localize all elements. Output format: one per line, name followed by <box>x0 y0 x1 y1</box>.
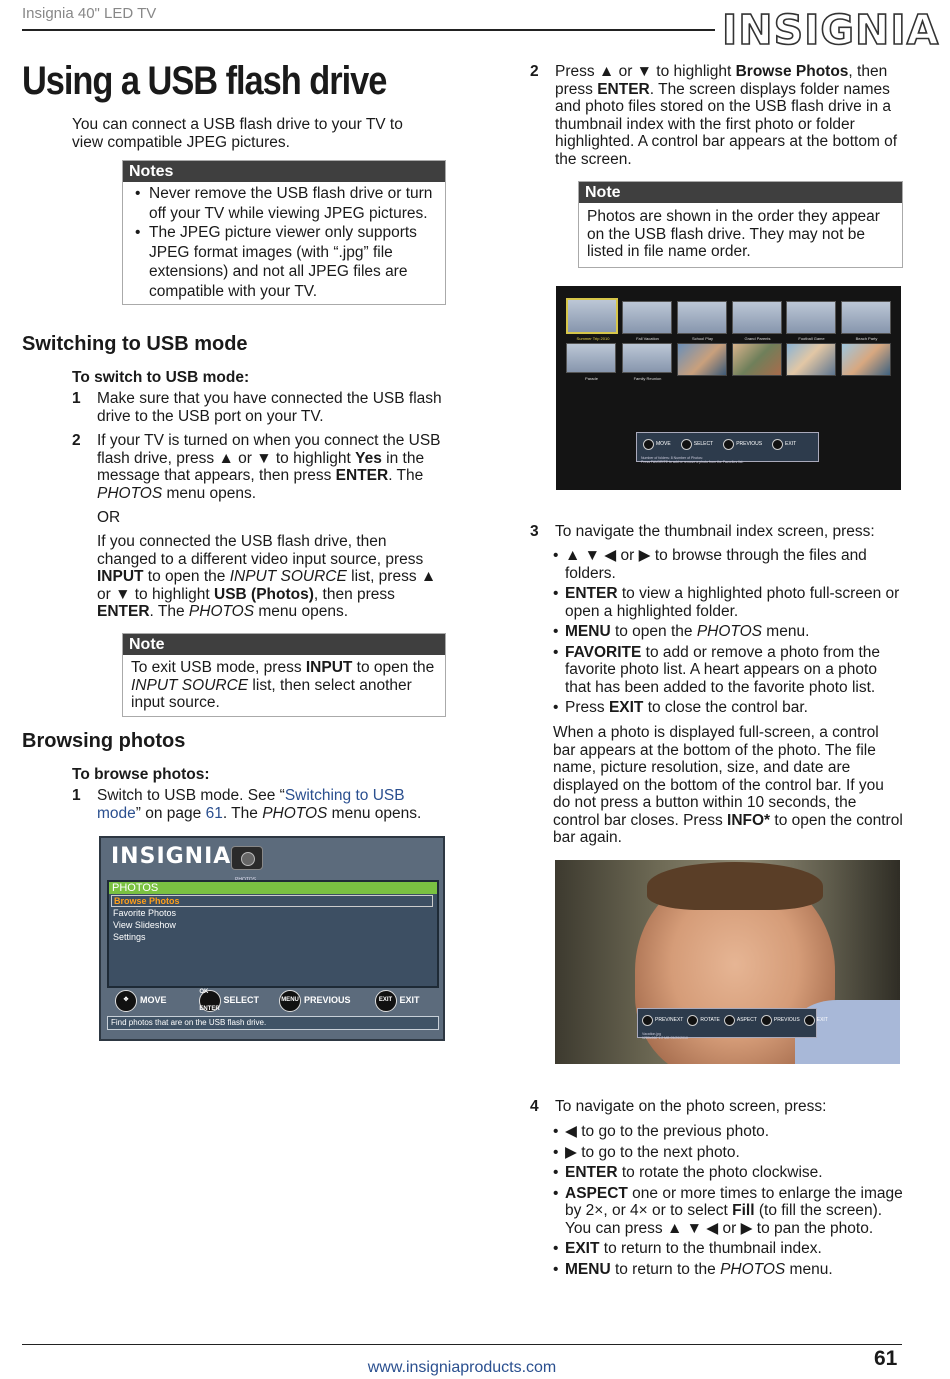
thumbnail-index-screenshot <box>556 286 901 490</box>
mini-select: SELECT <box>681 436 713 454</box>
step-2-switch: 2 If your TV is turned on when you connect the USB flash drive, press ▲ or ▼ to highlight Yes in the message that appears, then press ENTER. The PHOTOS menu opens. <box>72 432 441 502</box>
menu-hint: Find photos that are on the USB flash drive. <box>107 1016 439 1030</box>
step-4: 4 To navigate on the photo screen, press: <box>530 1098 827 1115</box>
folder-thumbnail[interactable] <box>566 343 616 373</box>
bullet-item: • ENTER to rotate the photo clockwise. <box>553 1164 823 1181</box>
aspect-button-icon <box>724 1015 735 1026</box>
menu-panel <box>107 880 439 988</box>
notes-heading: Notes <box>123 161 445 182</box>
note-box-order <box>578 181 903 268</box>
bullet-item: • FAVORITE to add or remove a photo from the favorite photo list. A heart appears on a photo that has been added to the favorite photo list. <box>553 643 881 696</box>
procedure-heading-switch: To switch to USB mode: <box>72 369 250 386</box>
step-2-browse: 2 Press ▲ or ▼ to highlight Browse Photos, then press ENTER. The screen displays folder names and photo files stored on the USB flash drive in a thumbnail index with the first photo or folder highlighted. A control bar appears at the bottom of the screen. <box>530 63 898 168</box>
running-head: Insignia 40" LED TV <box>22 5 157 22</box>
exit-button-icon <box>804 1015 815 1026</box>
folder-thumbnail[interactable] <box>786 301 836 334</box>
photo-filename: Vacation.jpg <box>642 1031 662 1036</box>
ok-enter-icon <box>687 1015 698 1026</box>
folder-thumbnail[interactable] <box>566 298 618 334</box>
step-3-bullets <box>553 547 903 720</box>
section-heading-switching: Switching to USB mode <box>22 333 248 355</box>
thumb-caption: Fall Vacation <box>636 336 659 341</box>
step-4-bullets <box>553 1123 903 1281</box>
folder-thumbnail[interactable] <box>841 301 891 334</box>
step-1-browse: 1 Switch to USB mode. See “Switching to USB mode” on page 61. The PHOTOS menu opens. <box>72 787 422 822</box>
dpad-icon <box>643 439 654 450</box>
note-item: • The JPEG picture viewer only supports JPEG format images (with “.jpg” file extensions) and not all JPEG files are compatible with your TV. <box>135 224 417 300</box>
select-control: OK ENTER SELECT <box>199 988 260 1012</box>
mini-move: MOVE <box>643 436 671 454</box>
note-heading: Note <box>123 634 445 655</box>
step-3: 3 To navigate the thumbnail index screen, press: <box>530 523 875 540</box>
footer-url[interactable]: www.insigniaproducts.com <box>367 1359 557 1376</box>
ok-enter-icon: OK ENTER <box>199 988 220 1012</box>
photo-thumbnail[interactable] <box>732 343 782 376</box>
thumb-caption: Family Reunion <box>633 376 662 381</box>
camera-icon <box>231 846 263 870</box>
photo-thumbnail[interactable] <box>841 343 891 376</box>
thumb-caption: Grand Parents <box>744 336 771 341</box>
mini-previous: PREVIOUS <box>723 436 762 454</box>
bullet-item: • ▲ ▼ ◀ or ▶ to browse through the files and folders. <box>553 547 867 582</box>
header-rule <box>22 29 715 31</box>
bar-info-2: Press FAVORITE to add or remove a photo from the Favorites list. <box>641 460 744 464</box>
thumb-caption: Summer Trip 2010 <box>576 336 610 341</box>
menu-item-view-slideshow[interactable]: View Slideshow <box>113 920 176 930</box>
mini-rotate: ROTATE <box>687 1012 720 1030</box>
bullet-item: • EXIT to return to the thumbnail index. <box>553 1240 822 1257</box>
step-1-switch: 1 Make sure that you have connected the USB flash drive to the USB port on your TV. <box>72 390 442 425</box>
section-heading-browsing: Browsing photos <box>22 730 186 752</box>
thumb-control-bar <box>636 432 819 462</box>
or-text: OR <box>97 509 121 526</box>
hair-photo <box>647 862 823 910</box>
page-title: Using a USB flash drive <box>22 59 387 103</box>
procedure-heading-browse: To browse photos: <box>72 766 210 783</box>
photo-details: 1280x960 1.2 MB 05/20/2010 <box>642 1036 688 1040</box>
folder-thumbnail[interactable] <box>732 301 782 334</box>
notes-box <box>122 160 446 305</box>
thumb-caption: Football Game <box>798 336 825 341</box>
photo-control-bar <box>637 1008 828 1040</box>
bar-info-1: Number of folders: 8 Number of Photos: <box>641 455 703 460</box>
menu-button-icon <box>761 1015 772 1026</box>
menu-button-icon <box>723 439 734 450</box>
photos-menu-screenshot <box>99 836 445 1041</box>
intro-paragraph: You can connect a USB flash drive to your TV to view compatible JPEG pictures. <box>72 116 403 151</box>
menu-item-settings[interactable]: Settings <box>113 932 146 942</box>
note-heading: Note <box>579 182 902 203</box>
previous-control: MENU PREVIOUS <box>279 990 351 1012</box>
link-page-61[interactable]: 61 <box>205 804 223 822</box>
bullet-item: • ENTER to view a highlighted photo full-screen or open a highlighted folder. <box>553 585 900 620</box>
dpad-icon: ✥ <box>115 990 137 1012</box>
thumb-caption: School Play <box>691 336 714 341</box>
mini-exit: EXIT <box>804 1012 828 1030</box>
mini-previous: PREVIOUS <box>761 1012 800 1030</box>
bullet-item: • ASPECT one or more times to enlarge the image by 2×, or 4× or to select Fill (to fill the screen). You can press ▲ ▼ ◀ or ▶ to pan the photo. <box>553 1184 903 1237</box>
mini-prev-next: PREV/NEXT <box>642 1012 683 1030</box>
exit-button-icon: EXIT <box>375 990 397 1012</box>
bullet-item: • MENU to open the PHOTOS menu. <box>553 623 810 640</box>
bullet-item: • ▶ to go to the next photo. <box>553 1143 740 1161</box>
move-control: ✥ MOVE <box>115 990 167 1012</box>
page-number: 61 <box>874 1347 898 1370</box>
control-bar-paragraph: When a photo is displayed full-screen, a control bar appears at the bottom of the photo. The file name, picture resolution, size, and date are displayed on the bottom of the control bar. If you do not press a button within 10 seconds, the control bar closes. Press INFO* to open the control bar again. <box>553 724 903 846</box>
bullet-item: • Press EXIT to close the control bar. <box>553 699 808 716</box>
note-item: • Never remove the USB flash drive or turn off your TV while viewing JPEG pictures. <box>135 185 433 222</box>
thumb-caption: Beach Party <box>855 336 878 341</box>
note-text: Photos are shown in the order they appear on the USB flash drive. They may not be listed in file name order. <box>587 208 880 260</box>
folder-thumbnail[interactable] <box>622 343 672 373</box>
dpad-icon <box>642 1015 653 1026</box>
mini-aspect: ASPECT <box>724 1012 757 1030</box>
menu-item-browse-photos[interactable]: Browse Photos <box>111 895 433 907</box>
ok-enter-icon <box>681 439 692 450</box>
exit-control: EXIT EXIT <box>375 990 420 1012</box>
photo-thumbnail[interactable] <box>786 343 836 376</box>
folder-thumbnail[interactable] <box>622 301 672 334</box>
tv-logo: INSIGNIA <box>111 844 232 869</box>
menu-item-favorite-photos[interactable]: Favorite Photos <box>113 908 177 918</box>
insignia-logo: INSIGNIA <box>722 6 940 54</box>
menu-title: PHOTOS <box>109 882 437 894</box>
folder-thumbnail[interactable] <box>677 301 727 334</box>
link-switching-usb[interactable]: Switching to USB mode <box>97 787 405 822</box>
footer-rule <box>22 1344 902 1345</box>
bullet-item: • MENU to return to the PHOTOS menu. <box>553 1260 833 1278</box>
bullet-item: • ◀ to go to the previous photo. <box>553 1123 770 1140</box>
note-box-exit: Note To exit USB mode, press INPUT to open the INPUT SOURCE list, then select another input source. <box>122 633 446 717</box>
photo-thumbnail[interactable] <box>677 343 727 376</box>
alt-instructions: If you connected the USB flash drive, then changed to a different video input source, press INPUT to open the INPUT SOURCE list, press ▲ or ▼ to highlight USB (Photos), then press ENTER. The PHOTOS menu opens. <box>97 533 437 620</box>
mini-exit: EXIT <box>772 436 796 454</box>
menu-button-icon: MENU <box>279 990 301 1012</box>
control-bar <box>115 990 435 1012</box>
full-screen-photo-screenshot <box>555 860 900 1064</box>
thumb-caption: Parade <box>585 376 598 381</box>
exit-button-icon <box>772 439 783 450</box>
